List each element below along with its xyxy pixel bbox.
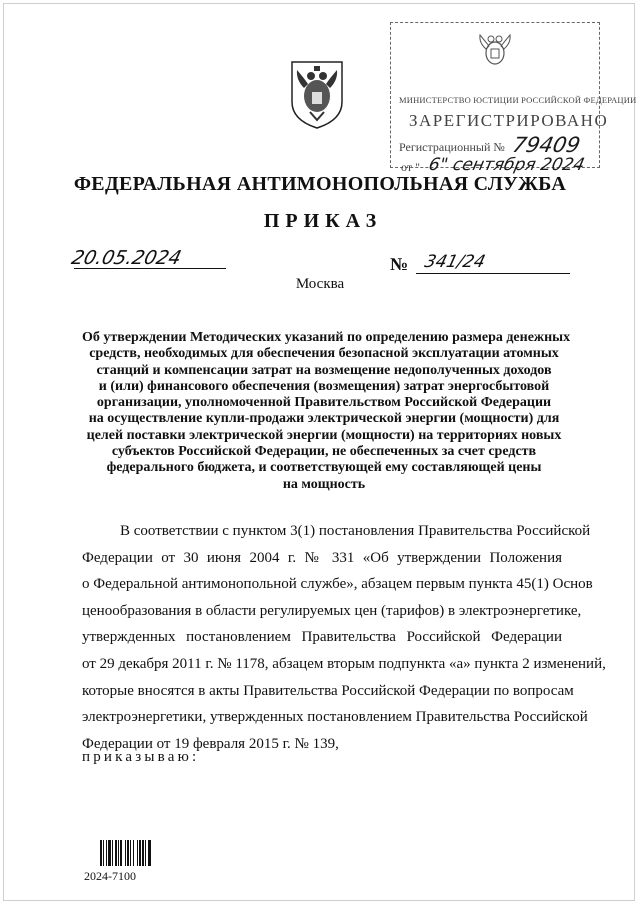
title-line: Об утверждении Методических указаний по определению размера денежных — [82, 330, 571, 345]
title-line: организации, уполномоченной Правительством Российской Федерации — [96, 395, 552, 411]
order-date: 20.05.2024 — [69, 247, 184, 269]
title-line: средств, необходимых для обеспечения безопасной эксплуатации атомных — [89, 346, 559, 362]
stamp-reg-number: 79409 — [510, 133, 583, 157]
barcode-bar — [115, 840, 117, 866]
body-line: утвержденных постановлением Правительства Российской Федерации — [82, 629, 562, 646]
body-line: от 29 декабря 2011 г. № 1178, абзацем вторым подпункта «а» пункта 2 изменений, — [82, 655, 606, 672]
barcode-bar — [139, 840, 141, 866]
barcode-bar — [137, 840, 138, 866]
title-line: на осуществление купли-продажи электрической энергии (мощности) для — [88, 411, 560, 427]
title-line: федерального бюджета, и соответствующей ему составляющей цены — [106, 460, 542, 476]
barcode-bar — [133, 840, 134, 866]
body-paragraph — [82, 518, 606, 757]
barcode-bar — [142, 840, 144, 866]
agency-name: ФЕДЕРАЛЬНАЯ АНТИМОНОПОЛЬНАЯ СЛУЖБА — [73, 173, 567, 195]
orders-word: приказываю: — [82, 749, 200, 765]
stamp-emblem-icon — [475, 29, 515, 71]
city: Москва — [295, 276, 345, 292]
order-title — [82, 330, 571, 493]
order-number-label: № — [390, 254, 409, 274]
barcode-number: 2024-7100 — [84, 869, 136, 883]
barcode-bar — [130, 840, 131, 866]
title-line: станций и компенсации затрат на возмещение недополученных доходов — [96, 362, 552, 378]
registration-stamp — [390, 22, 637, 175]
number-underline — [416, 273, 570, 274]
barcode-bar — [108, 840, 111, 866]
order-number: 341/24 — [422, 252, 488, 272]
barcode — [100, 840, 172, 866]
title-line: целей поставки электрической энергии (мощности) на территориях новых — [86, 427, 562, 443]
barcode-bar — [148, 840, 151, 866]
barcode-bar — [145, 840, 146, 866]
coat-of-arms-emblem — [288, 58, 346, 130]
title-line: и (или) финансового обеспечения (возмещения) затрат энергосбытовой — [98, 378, 550, 394]
body-line: которые вносятся в акты Правительства Российской Федерации по вопросам — [82, 682, 574, 699]
document-type: ПРИКАЗ — [263, 210, 383, 232]
body-line: В соответствии с пунктом 3(1) постановления Правительства Российской — [120, 523, 591, 539]
barcode-bar — [125, 840, 126, 866]
stamp-ministry: МИНИСТЕРСТВО ЮСТИЦИИ РОССИЙСКОЙ ФЕДЕРАЦИИ — [399, 95, 637, 105]
body-line: Федерации от 30 июня 2004 г. № 331 «Об утверждении Положения — [82, 549, 562, 566]
barcode-bar — [103, 840, 104, 866]
stamp-reg-date: 6" сентября 2024 — [426, 155, 587, 175]
body-line: ценообразования в области регулируемых цен (тарифов) в электроэнергетике, — [82, 602, 582, 619]
barcode-bar — [127, 840, 129, 866]
barcode-bar — [112, 840, 113, 866]
body-line: о Федеральной антимонопольной службе», абзацем первым пункта 45(1) Основ — [82, 576, 593, 593]
stamp-reg-label: Регистрационный № — [399, 140, 505, 154]
barcode-bar — [100, 840, 102, 866]
body-line: Федерации от 19 февраля 2015 г. № 139, — [82, 735, 339, 752]
stamp-date-prefix: от " — [401, 160, 420, 174]
title-line: на мощность — [282, 476, 366, 492]
barcode-bar — [106, 840, 107, 866]
stamp-status: ЗАРЕГИСТРИРОВАНО — [409, 111, 609, 130]
barcode-bar — [120, 840, 122, 866]
title-line: субъектов Российской Федерации, не обеспеченных за счет средств — [111, 444, 537, 460]
date-underline — [74, 268, 226, 269]
barcode-bar — [118, 840, 119, 866]
body-line: электроэнергетики, утвержденных постановлением Правительства Российской — [82, 709, 588, 726]
